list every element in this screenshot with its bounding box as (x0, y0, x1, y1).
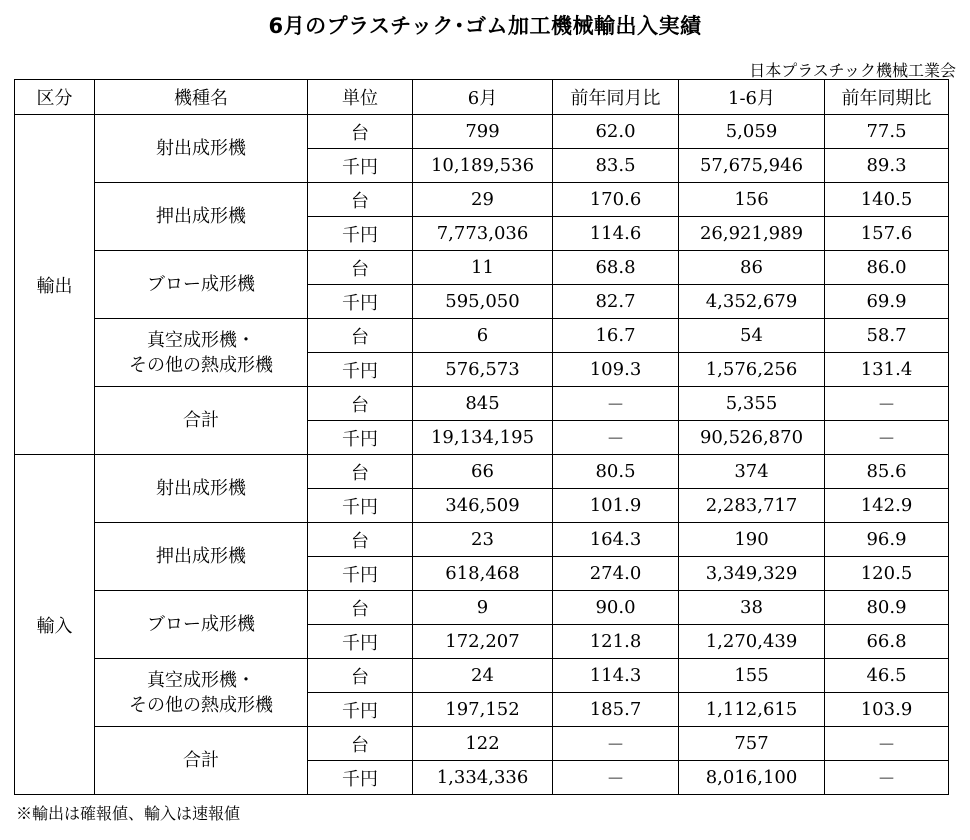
jan-jun-value: 3,349,329 (679, 557, 825, 591)
jan-jun-value: 4,352,679 (679, 285, 825, 319)
yoy-period-value: 140.5 (825, 183, 949, 217)
yoy-month-value: 274.0 (553, 557, 679, 591)
yoy-period-value: 142.9 (825, 489, 949, 523)
machine-type-cell (95, 591, 308, 659)
jan-jun-value: 190 (679, 523, 825, 557)
machine-type-cell (95, 455, 308, 523)
header-june: 6月 (413, 80, 553, 115)
june-value: 23 (413, 523, 553, 557)
yoy-month-value: － (553, 421, 679, 455)
unit-cell: 千円 (308, 421, 413, 455)
yoy-month-value: 80.5 (553, 455, 679, 489)
yoy-period-value: 96.9 (825, 523, 949, 557)
header-row (15, 80, 949, 115)
footnote: ※輸出は確報値、輸入は速報値 (16, 804, 241, 823)
yoy-period-value: 85.6 (825, 455, 949, 489)
yoy-month-value: 114.6 (553, 217, 679, 251)
yoy-month-value: 16.7 (553, 319, 679, 353)
yoy-month-value: 114.3 (553, 659, 679, 693)
jan-jun-value: 155 (679, 659, 825, 693)
yoy-period-value: － (825, 727, 949, 761)
yoy-month-value: 62.0 (553, 115, 679, 149)
yoy-month-value: 68.8 (553, 251, 679, 285)
machine-type-label: その他の熱成形機 (129, 354, 273, 376)
unit-cell: 台 (308, 591, 413, 625)
table-row (15, 115, 949, 149)
unit-cell: 千円 (308, 285, 413, 319)
machine-type-label: 射出成形機 (156, 478, 246, 499)
jan-jun-value: 1,112,615 (679, 693, 825, 727)
yoy-month-value: 90.0 (553, 591, 679, 625)
unit-cell: 千円 (308, 557, 413, 591)
june-value: 1,334,336 (413, 761, 553, 795)
header-yoy-month: 前年同月比 (553, 80, 679, 115)
yoy-month-value: 109.3 (553, 353, 679, 387)
jan-jun-value: 5,059 (679, 115, 825, 149)
header-unit: 単位 (308, 80, 413, 115)
yoy-period-value: 103.9 (825, 693, 949, 727)
unit-cell: 台 (308, 251, 413, 285)
june-value: 172,207 (413, 625, 553, 659)
machine-type-cell (95, 727, 308, 795)
section-label: 輸出 (15, 115, 95, 455)
yoy-period-value: 120.5 (825, 557, 949, 591)
table-row (15, 455, 949, 489)
machine-type-label: 真空成形機・ (147, 669, 255, 691)
table-row (15, 387, 949, 421)
header-jan-jun: 1-6月 (679, 80, 825, 115)
june-value: 576,573 (413, 353, 553, 387)
header-machine-type: 機種名 (95, 80, 308, 115)
yoy-period-value: 131.4 (825, 353, 949, 387)
jan-jun-value: 54 (679, 319, 825, 353)
machine-type-cell (95, 523, 308, 591)
unit-cell: 台 (308, 115, 413, 149)
yoy-period-value: － (825, 387, 949, 421)
jan-jun-value: 26,921,989 (679, 217, 825, 251)
june-value: 6 (413, 319, 553, 353)
machine-type-label: 押出成形機 (156, 546, 246, 567)
yoy-period-value: 80.9 (825, 591, 949, 625)
table-row (15, 727, 949, 761)
organization-name: 日本プラスチック機械工業会 (749, 61, 956, 80)
machine-type-cell (95, 319, 308, 387)
june-value: 618,468 (413, 557, 553, 591)
yoy-period-value: 86.0 (825, 251, 949, 285)
machine-type-label: 合計 (183, 410, 219, 431)
machine-type-label: 合計 (183, 750, 219, 771)
yoy-period-value: 46.5 (825, 659, 949, 693)
june-value: 346,509 (413, 489, 553, 523)
jan-jun-value: 374 (679, 455, 825, 489)
june-value: 66 (413, 455, 553, 489)
june-value: 122 (413, 727, 553, 761)
machine-type-label: ブロー成形機 (147, 614, 255, 635)
unit-cell: 千円 (308, 625, 413, 659)
yoy-month-value: － (553, 727, 679, 761)
june-value: 11 (413, 251, 553, 285)
jan-jun-value: 90,526,870 (679, 421, 825, 455)
table-row (15, 183, 949, 217)
june-value: 7,773,036 (413, 217, 553, 251)
yoy-period-value: 77.5 (825, 115, 949, 149)
yoy-month-value: 185.7 (553, 693, 679, 727)
unit-cell: 台 (308, 455, 413, 489)
trade-table (14, 79, 949, 795)
unit-cell: 千円 (308, 489, 413, 523)
machine-type-cell (95, 251, 308, 319)
header-yoy-period: 前年同期比 (825, 80, 949, 115)
yoy-month-value: 101.9 (553, 489, 679, 523)
june-value: 595,050 (413, 285, 553, 319)
header-category: 区分 (15, 80, 95, 115)
jan-jun-value: 57,675,946 (679, 149, 825, 183)
june-value: 799 (413, 115, 553, 149)
yoy-period-value: 89.3 (825, 149, 949, 183)
unit-cell: 千円 (308, 149, 413, 183)
machine-type-label: 真空成形機・ (147, 329, 255, 351)
machine-type-cell (95, 183, 308, 251)
june-value: 9 (413, 591, 553, 625)
jan-jun-value: 86 (679, 251, 825, 285)
unit-cell: 台 (308, 523, 413, 557)
unit-cell: 台 (308, 659, 413, 693)
unit-cell: 千円 (308, 353, 413, 387)
table-row (15, 319, 949, 353)
machine-type-cell (95, 659, 308, 727)
jan-jun-value: 2,283,717 (679, 489, 825, 523)
jan-jun-value: 757 (679, 727, 825, 761)
unit-cell: 台 (308, 727, 413, 761)
section-label: 輸入 (15, 455, 95, 795)
jan-jun-value: 8,016,100 (679, 761, 825, 795)
jan-jun-value: 1,576,256 (679, 353, 825, 387)
yoy-period-value: － (825, 761, 949, 795)
june-value: 19,134,195 (413, 421, 553, 455)
page-title: 6月のプラスチック･ゴム加工機械輸出入実績 (268, 14, 702, 38)
unit-cell: 台 (308, 183, 413, 217)
yoy-period-value: 58.7 (825, 319, 949, 353)
machine-type-cell (95, 115, 308, 183)
machine-type-label: 押出成形機 (156, 206, 246, 227)
table-row (15, 591, 949, 625)
jan-jun-value: 38 (679, 591, 825, 625)
june-value: 845 (413, 387, 553, 421)
yoy-period-value: － (825, 421, 949, 455)
yoy-month-value: 83.5 (553, 149, 679, 183)
unit-cell: 千円 (308, 761, 413, 795)
machine-type-label: ブロー成形機 (147, 274, 255, 295)
table-row (15, 523, 949, 557)
yoy-period-value: 66.8 (825, 625, 949, 659)
yoy-month-value: 121.8 (553, 625, 679, 659)
unit-cell: 台 (308, 319, 413, 353)
table-row (15, 659, 949, 693)
unit-cell: 台 (308, 387, 413, 421)
jan-jun-value: 1,270,439 (679, 625, 825, 659)
unit-cell: 千円 (308, 217, 413, 251)
yoy-month-value: 164.3 (553, 523, 679, 557)
jan-jun-value: 156 (679, 183, 825, 217)
yoy-month-value: 170.6 (553, 183, 679, 217)
yoy-period-value: 157.6 (825, 217, 949, 251)
table-row (15, 251, 949, 285)
june-value: 197,152 (413, 693, 553, 727)
unit-cell: 千円 (308, 693, 413, 727)
june-value: 29 (413, 183, 553, 217)
machine-type-label: 射出成形機 (156, 138, 246, 159)
june-value: 24 (413, 659, 553, 693)
june-value: 10,189,536 (413, 149, 553, 183)
yoy-month-value: － (553, 387, 679, 421)
jan-jun-value: 5,355 (679, 387, 825, 421)
yoy-month-value: － (553, 761, 679, 795)
yoy-period-value: 69.9 (825, 285, 949, 319)
yoy-month-value: 82.7 (553, 285, 679, 319)
machine-type-label: その他の熱成形機 (129, 694, 273, 716)
machine-type-cell (95, 387, 308, 455)
